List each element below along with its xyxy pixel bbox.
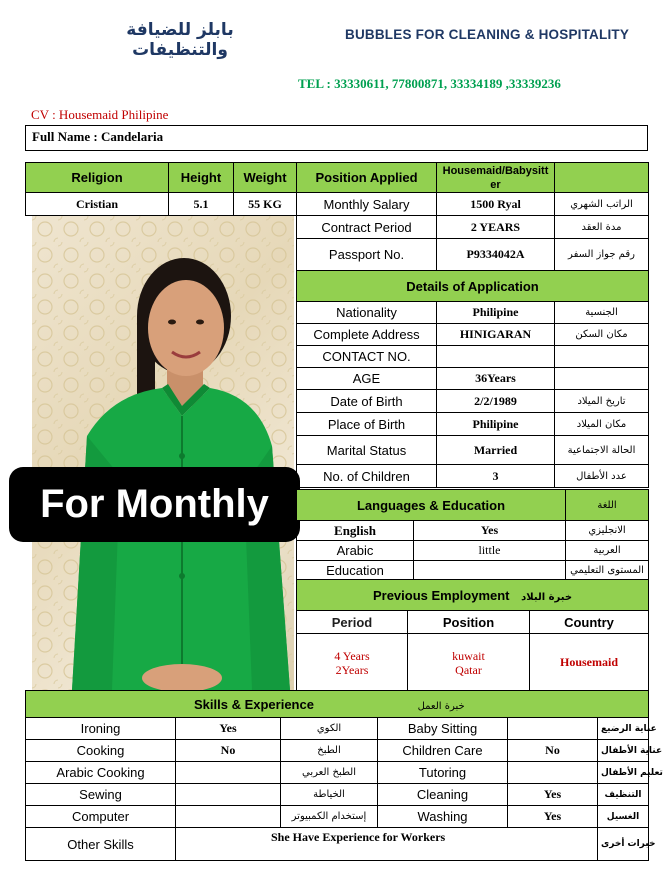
address-label: Complete Address <box>297 324 437 346</box>
marital-label: Marital Status <box>297 436 437 465</box>
religion-value: Cristian <box>26 193 169 216</box>
passport-value: P9334042A <box>437 239 555 271</box>
arabic-value: little <box>414 541 566 561</box>
dob-value: 2/2/1989 <box>437 390 555 413</box>
languages-arabic: اللغة <box>566 490 649 521</box>
arabic-label: Arabic <box>297 541 414 561</box>
dob-label: Date of Birth <box>297 390 437 413</box>
contact-value <box>437 346 555 368</box>
weight-header: Weight <box>234 163 297 193</box>
children-value: 3 <box>437 465 555 488</box>
age-value: 36Years <box>437 368 555 390</box>
languages-title: Languages & Education <box>297 490 566 521</box>
skill-cleaning-label: Cleaning <box>378 784 508 806</box>
education-arabic: المستوى التعليمي <box>566 561 649 580</box>
english-arabic: الانجليزي <box>566 521 649 541</box>
candidate-photo <box>32 216 294 690</box>
skill-babysitting-label: Baby Sitting <box>378 718 508 740</box>
skill-ironing-value: Yes <box>176 718 281 740</box>
skill-sewing-value <box>176 784 281 806</box>
employment-title: Previous Employment <box>372 587 510 603</box>
employment-table <box>296 579 649 692</box>
salary-value: 1500 Ryal <box>437 193 555 216</box>
english-label: English <box>297 521 414 541</box>
pob-arabic: مكان الميلاد <box>555 413 649 436</box>
telephone-numbers: TEL : 33330611, 77800871, 33334189 ,33339236 <box>298 76 561 91</box>
personal-stats-table <box>25 162 297 216</box>
employment-arabic: خبرة البلاد <box>521 591 573 603</box>
skills-title-cell <box>26 691 649 718</box>
address-value: HINIGARAN <box>437 324 555 346</box>
contract-arabic: مدة العقد <box>555 216 649 239</box>
country-header: Country <box>530 611 649 634</box>
skill-washing-label: Washing <box>378 806 508 828</box>
contract-value: 2 YEARS <box>437 216 555 239</box>
address-arabic: مكان السكن <box>555 324 649 346</box>
children-arabic: عدد الأطفال <box>555 465 649 488</box>
details-title: Details of Application <box>297 271 649 302</box>
weight-value: 55 KG <box>234 193 297 216</box>
skill-washing-arabic: الغسيل <box>598 806 649 828</box>
languages-table <box>296 489 649 580</box>
height-header: Height <box>169 163 234 193</box>
position-applied-empty <box>555 163 649 193</box>
salary-arabic: الراتب الشهري <box>555 193 649 216</box>
education-value <box>414 561 566 580</box>
skill-computer-arabic: إستخدام الكمبيوتر <box>281 806 378 828</box>
religion-header: Religion <box>26 163 169 193</box>
skill-tutoring-value <box>508 762 598 784</box>
other-skills-label: Other Skills <box>26 828 176 861</box>
skill-babysitting-value <box>508 718 598 740</box>
company-arabic-name: بابلز للضيافة والتنظيفات <box>126 20 234 60</box>
skill-cleaning-arabic: التنظيف <box>598 784 649 806</box>
for-monthly-banner <box>9 467 300 542</box>
skill-babysitting-arabic: عناية الرضيع <box>598 718 649 740</box>
nationality-value: Philipine <box>437 302 555 324</box>
skill-cleaning-value: Yes <box>508 784 598 806</box>
candidate-photo-illustration <box>32 216 294 690</box>
period-1: 4 Years <box>334 648 370 663</box>
dob-arabic: تاريخ الميلاد <box>555 390 649 413</box>
position-applied-value <box>437 163 555 193</box>
skill-ironing-arabic: الكوي <box>281 718 378 740</box>
skill-washing-value: Yes <box>508 806 598 828</box>
passport-arabic: رقم جواز السفر <box>555 239 649 271</box>
height-value: 5.1 <box>169 193 234 216</box>
position-header: Position <box>408 611 530 634</box>
age-arabic <box>555 368 649 390</box>
contact-label: CONTACT NO. <box>297 346 437 368</box>
skill-childrencare-arabic: عناية الأطفال <box>598 740 649 762</box>
skill-computer-value <box>176 806 281 828</box>
skill-childrencare-label: Children Care <box>378 740 508 762</box>
position-cell <box>408 634 530 692</box>
age-label: AGE <box>297 368 437 390</box>
education-label: Education <box>297 561 414 580</box>
skill-tutoring-arabic: تعليم الأطفال <box>598 762 649 784</box>
pob-label: Place of Birth <box>297 413 437 436</box>
skill-computer-label: Computer <box>26 806 176 828</box>
marital-arabic: الحالة الاجتماعية <box>555 436 649 465</box>
nationality-label: Nationality <box>297 302 437 324</box>
company-english-name: BUBBLES FOR CLEANING & HOSPITALITY <box>345 27 630 42</box>
arabic-arabic: العربية <box>566 541 649 561</box>
children-label: No. of Children <box>297 465 437 488</box>
skill-sewing-label: Sewing <box>26 784 176 806</box>
position-applied-label: Position Applied <box>297 163 437 193</box>
skill-tutoring-label: Tutoring <box>378 762 508 784</box>
position-1: kuwait <box>452 648 485 663</box>
pob-value: Philipine <box>437 413 555 436</box>
for-monthly-text: For Monthly <box>40 482 269 526</box>
skill-cooking-label: Cooking <box>26 740 176 762</box>
position-2: Qatar <box>455 662 482 677</box>
full-name: Full Name : Candelaria <box>25 125 648 151</box>
skill-arabiccooking-label: Arabic Cooking <box>26 762 176 784</box>
passport-label: Passport No. <box>297 239 437 271</box>
period-header: Period <box>297 611 408 634</box>
skill-sewing-arabic: الخياطة <box>281 784 378 806</box>
skill-ironing-label: Ironing <box>26 718 176 740</box>
skill-arabiccooking-arabic: الطبخ العربي <box>281 762 378 784</box>
marital-value: Married <box>437 436 555 465</box>
skill-cooking-arabic: الطبخ <box>281 740 378 762</box>
application-table <box>296 162 649 488</box>
skills-title: Skills & Experience <box>194 696 314 712</box>
salary-label: Monthly Salary <box>297 193 437 216</box>
skills-arabic: خبرة العمل <box>417 700 465 712</box>
employment-title-cell <box>297 580 649 611</box>
skill-arabiccooking-value <box>176 762 281 784</box>
cv-title: CV : Housemaid Philipine <box>31 107 169 122</box>
other-skills-value: She Have Experience for Workers <box>176 828 598 861</box>
skill-childrencare-value: No <box>508 740 598 762</box>
period-2: 2Years <box>335 662 369 677</box>
skill-cooking-value: No <box>176 740 281 762</box>
nationality-arabic: الجنسية <box>555 302 649 324</box>
period-cell <box>297 634 408 692</box>
english-value: Yes <box>414 521 566 541</box>
contract-label: Contract Period <box>297 216 437 239</box>
other-skills-arabic: خبرات أخرى <box>598 828 649 861</box>
contact-arabic <box>555 346 649 368</box>
skills-table <box>25 690 663 861</box>
country-cell: Housemaid <box>530 634 649 692</box>
position-applied-text: Housemaid/Babysitter <box>442 164 549 191</box>
